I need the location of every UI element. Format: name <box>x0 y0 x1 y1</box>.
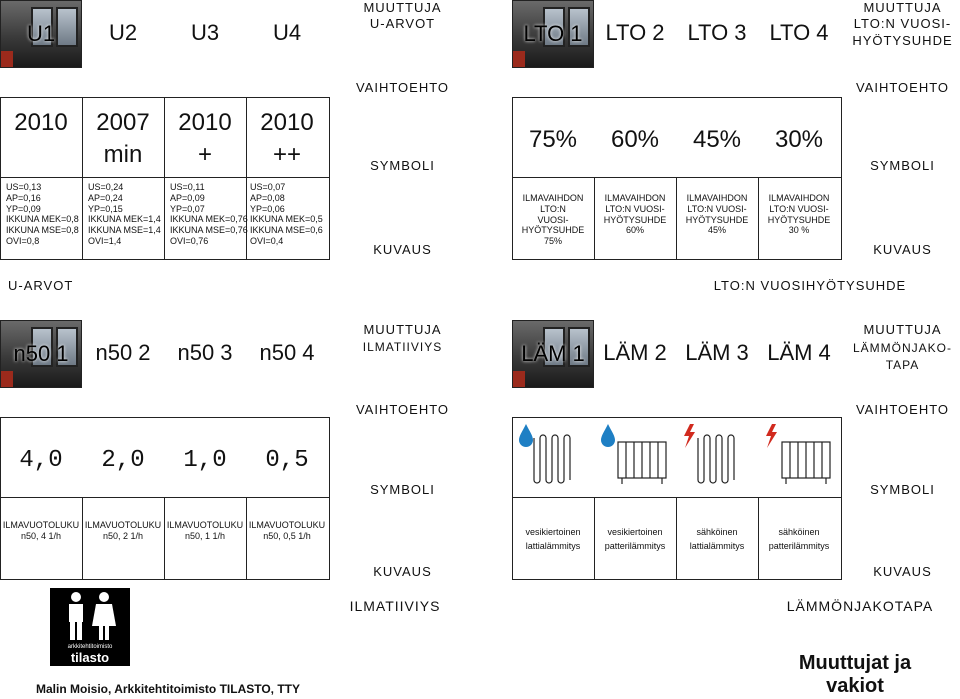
lam1-header: LÄM 1 <box>521 341 585 366</box>
u1-description: US=0,13 AP=0,16 YP=0,09 IKKUNA MEK=0,8 IKKUNA MSE=0,8 OVI=0,8 <box>6 182 79 246</box>
radiator-icon <box>618 442 666 484</box>
u2-mark: min <box>103 141 143 168</box>
lto-caption: LTO:N VUOSIHYÖTYSUHDE <box>713 278 907 293</box>
floor-heating-coil-icon <box>534 435 570 483</box>
lto3-header: LTO 3 <box>687 20 747 45</box>
u4-description: US=0,07 AP=0,08 YP=0,06 IKKUNA MEK=0,5 IKKUNA MSE=0,6 OVI=0,4 <box>250 182 323 246</box>
n50-1-header: n50 1 <box>13 341 69 366</box>
lam3-description: sähköinen lattialämmitys <box>689 527 745 551</box>
u3-header: U3 <box>190 20 220 45</box>
muuttuja-label: MUUTTUJA <box>363 322 442 337</box>
u2-header: U2 <box>108 20 138 45</box>
ilmatiiviys-caption: ILMATIIVIYS <box>349 598 441 614</box>
lto4-percent: 30% <box>774 126 824 153</box>
n50-grid <box>0 417 330 580</box>
lto3-description: ILMAVAIHDON LTO:N VUOSI- HYÖTYSUHDE 45% <box>685 193 749 236</box>
kuvaus-label: KUVAUS <box>873 564 932 579</box>
u1-header-cell <box>0 0 82 68</box>
floor-heating-coil-icon <box>698 435 734 483</box>
n50-2-description: ILMAVUOTOLUKU n50, 2 1/h <box>84 520 162 541</box>
lam1-header-cell <box>512 320 594 388</box>
vaihtoehto-label: VAIHTOEHTO <box>355 80 450 95</box>
muuttuja-name: ILMATIIVIYS <box>362 340 443 354</box>
lto1-header-cell <box>512 0 594 68</box>
lto2-percent: 60% <box>610 126 660 153</box>
radiator-icon <box>782 442 830 484</box>
lto2-description: ILMAVAIHDON LTO:N VUOSI- HYÖTYSUHDE 60% <box>603 193 667 236</box>
muuttuja-label: MUUTTUJA <box>863 0 942 15</box>
u2-description: US=0,24 AP=0,24 YP=0,15 IKKUNA MEK=1,4 IKKUNA MSE=1,4 OVI=1,4 <box>88 182 161 246</box>
u3-description: US=0,11 AP=0,09 YP=0,07 IKKUNA MEK=0,76 IKKUNA MSE=0,76 OVI=0,76 <box>170 182 248 246</box>
muuttuja-name: LTO:N VUOSI-HYÖTYSUHDE <box>852 16 953 48</box>
u2-year: 2007 <box>96 109 150 136</box>
kuvaus-label: KUVAUS <box>873 242 932 257</box>
n50-4-header: n50 4 <box>259 340 315 365</box>
lam3-header: LÄM 3 <box>685 340 749 365</box>
vaihtoehto-label: VAIHTOEHTO <box>855 402 950 417</box>
lam2-description: vesikiertoinen patterilämmitys <box>604 527 666 551</box>
n50-4-description: ILMAVUOTOLUKU n50, 0,5 1/h <box>248 520 326 541</box>
u1-header: U1 <box>26 21 56 46</box>
n50-3-header: n50 3 <box>177 340 233 365</box>
muuttuja-label: MUUTTUJA <box>863 322 942 337</box>
lto4-header: LTO 4 <box>769 20 829 45</box>
u3-year: 2010 <box>178 109 232 136</box>
tilasto-logo <box>50 588 130 666</box>
lto1-description: ILMAVAIHDON LTO:N VUOSI- HYÖTYSUHDE 75% <box>521 193 585 247</box>
kuvaus-label: KUVAUS <box>373 242 432 257</box>
n50-1-value: 4,0 <box>19 447 63 474</box>
muuttujat-ja-vakiot-title: Muuttujat ja vakiot <box>798 652 912 697</box>
logo-name: tilasto <box>70 650 110 665</box>
water-drop-icon <box>601 424 615 447</box>
u3-mark: + <box>197 141 212 168</box>
vaihtoehto-label: VAIHTOEHTO <box>855 80 950 95</box>
muuttuja-name: LÄMMÖNJAKO-TAPA <box>852 341 952 372</box>
water-drop-icon <box>519 424 533 447</box>
symboli-label: SYMBOLI <box>370 482 435 497</box>
lto1-percent: 75% <box>528 126 578 153</box>
n50-2-value: 2,0 <box>101 447 145 474</box>
lto2-header: LTO 2 <box>605 20 665 45</box>
lam4-description: sähköinen patterilämmitys <box>768 527 830 551</box>
u4-mark: ++ <box>272 141 302 168</box>
lto3-percent: 45% <box>692 126 742 153</box>
lightning-icon <box>766 424 777 448</box>
u1-year: 2010 <box>14 109 68 136</box>
person-figures-icon <box>50 588 130 644</box>
symboli-label: SYMBOLI <box>370 158 435 173</box>
muuttuja-name: U-ARVOT <box>369 16 436 31</box>
credit-line: Malin Moisio, Arkkitehtitoimisto TILASTO, TTY <box>36 682 301 696</box>
u4-year: 2010 <box>260 109 314 136</box>
n50-2-header: n50 2 <box>95 340 151 365</box>
lam1-description: vesikiertoinen lattialämmitys <box>525 527 581 551</box>
lto4-description: ILMAVAIHDON LTO:N VUOSI- HYÖTYSUHDE 30 % <box>767 193 831 236</box>
u4-header: U4 <box>272 20 302 45</box>
lto1-header: LTO 1 <box>523 21 583 46</box>
muuttuja-label: MUUTTUJA <box>363 0 442 15</box>
symboli-label: SYMBOLI <box>870 482 935 497</box>
n50-3-description: ILMAVUOTOLUKU n50, 1 1/h <box>166 520 244 541</box>
u-arvot-caption: U-ARVOT <box>8 278 74 293</box>
n50-1-description: ILMAVUOTOLUKU n50, 4 1/h <box>2 520 80 541</box>
heating-symbols <box>512 418 842 496</box>
n50-1-header-cell <box>0 320 82 388</box>
lightning-icon <box>684 424 695 448</box>
lam4-header: LÄM 4 <box>767 340 831 365</box>
symboli-label: SYMBOLI <box>870 158 935 173</box>
n50-4-value: 0,5 <box>265 447 309 474</box>
n50-3-value: 1,0 <box>183 447 227 474</box>
logo-subtitle: arkkitehtitoimisto <box>67 644 113 650</box>
lam2-header: LÄM 2 <box>603 340 667 365</box>
lammonjakotapa-caption: LÄMMÖNJAKOTAPA <box>786 598 934 614</box>
kuvaus-label: KUVAUS <box>373 564 432 579</box>
vaihtoehto-label: VAIHTOEHTO <box>355 402 450 417</box>
